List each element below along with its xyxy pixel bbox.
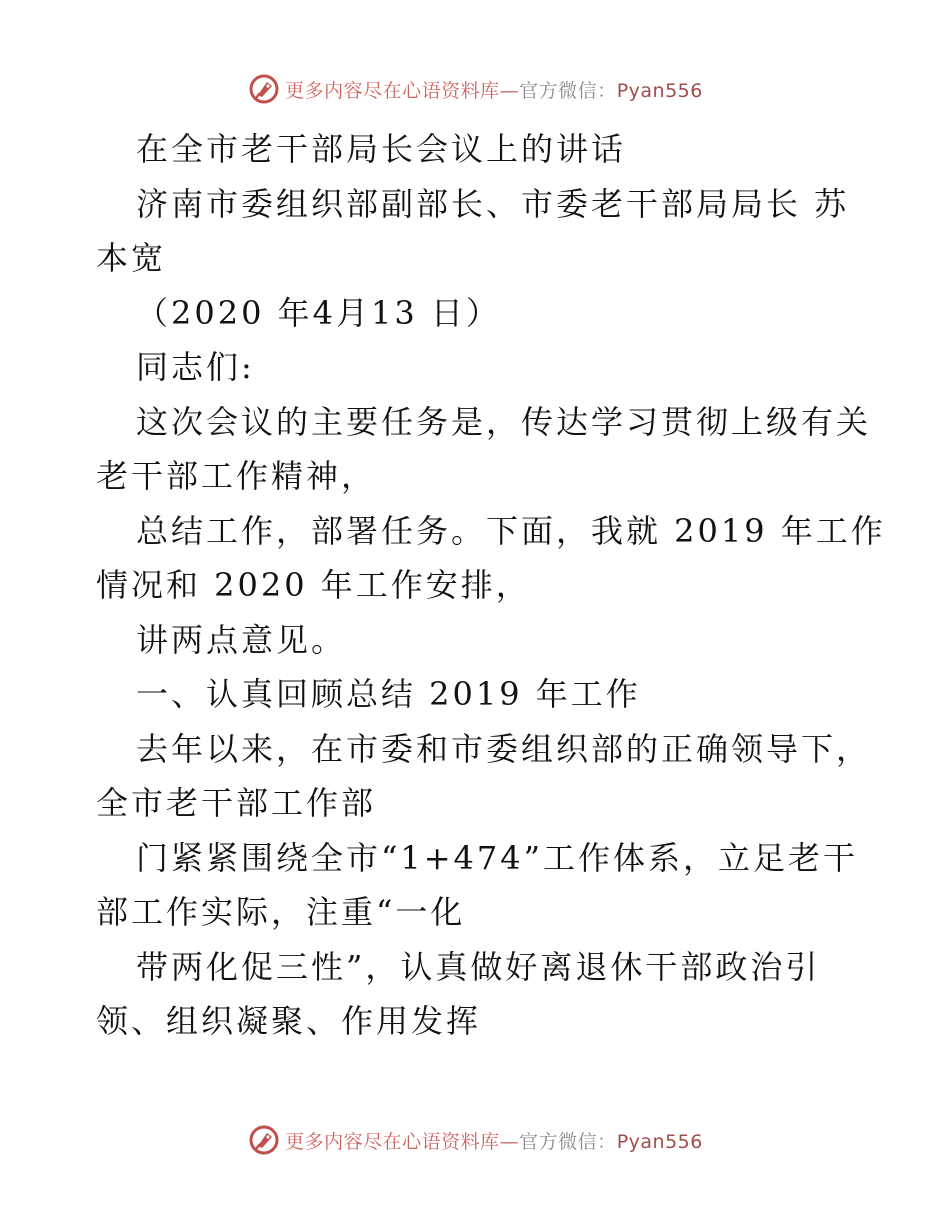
paragraph-line: 情况和 2020 年工作安排， bbox=[96, 566, 531, 604]
paragraph-line: 领、组织凝聚、作用发挥 bbox=[96, 1002, 482, 1040]
paragraph-line: 讲两点意见。 bbox=[136, 620, 347, 659]
paragraph-line: 这次会议的主要任务是，传达学习贯彻上级有关 bbox=[136, 402, 872, 441]
watermark-dash: — bbox=[499, 1130, 520, 1153]
paragraph-line: 门紧紧围绕全市“1+474”工作体系，立足老干 bbox=[136, 838, 858, 877]
speaker-line-cont: 本宽 bbox=[96, 239, 167, 277]
watermark-text bbox=[285, 76, 703, 103]
speech-date: （2020 年4月13 日） bbox=[136, 293, 501, 332]
document-body bbox=[96, 122, 886, 1049]
paragraph-line: 部工作实际，注重“一化 bbox=[96, 893, 466, 931]
watermark-main: 更多内容尽在心语资料库 bbox=[285, 1130, 500, 1153]
pen-nib-logo-icon bbox=[247, 1123, 281, 1157]
watermark-text bbox=[285, 1127, 703, 1154]
salutation: 同志们: bbox=[136, 348, 255, 386]
watermark-main: 更多内容尽在心语资料库 bbox=[285, 79, 500, 102]
document-title: 在全市老干部局长会议上的讲话 bbox=[136, 130, 627, 168]
watermark-wechat-label: 官方微信： bbox=[519, 1130, 617, 1153]
paragraph-line: 带两化促三性”，认真做好离退休干部政治引 bbox=[136, 947, 821, 986]
header-watermark bbox=[0, 72, 950, 106]
pen-nib-logo-icon bbox=[247, 72, 281, 106]
paragraph-line: 全市老干部工作部 bbox=[96, 784, 377, 822]
footer-watermark bbox=[0, 1123, 950, 1157]
watermark-dash: — bbox=[499, 79, 520, 102]
section-heading: 一、认真回顾总结 2019 年工作 bbox=[136, 675, 641, 713]
paragraph-line: 总结工作，部署任务。下面，我就 2019 年工作 bbox=[136, 511, 886, 550]
speaker-line: 济南市委组织部副部长、市委老干部局局长 苏 bbox=[136, 184, 850, 223]
paragraph-line: 老干部工作精神， bbox=[96, 457, 377, 495]
watermark-wechat-label: 官方微信： bbox=[519, 79, 617, 102]
watermark-wechat-id: Pyan556 bbox=[616, 79, 703, 102]
watermark-wechat-id: Pyan556 bbox=[616, 1130, 703, 1153]
paragraph-line: 去年以来，在市委和市委组织部的正确领导下， bbox=[136, 729, 872, 768]
